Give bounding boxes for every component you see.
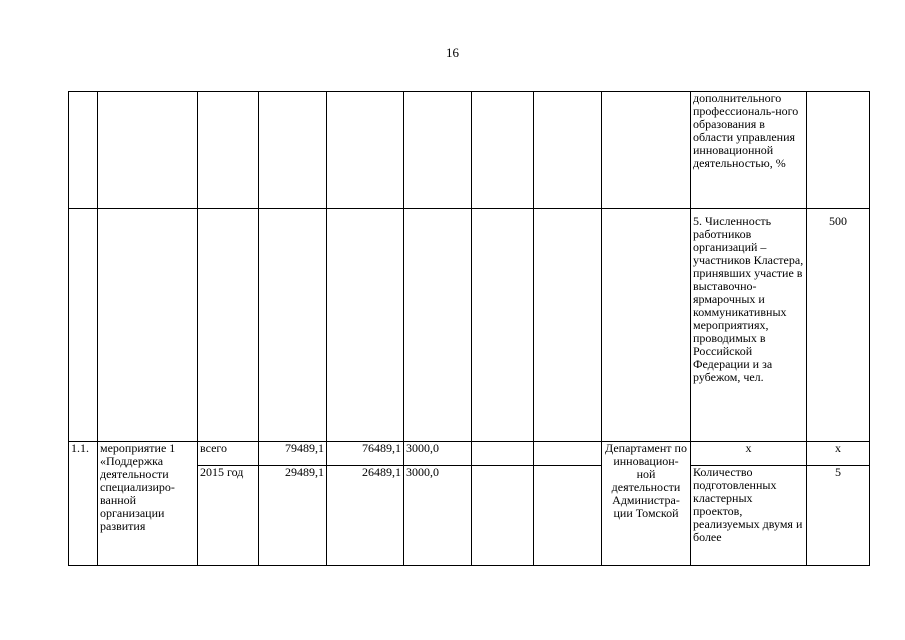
- item-name-cell: мероприятие 1 «Поддержка деятельности специализиро-ванной организации развития: [98, 442, 198, 566]
- table-cell: [327, 209, 404, 442]
- table-cell: [259, 209, 327, 442]
- amount-cell: [472, 466, 534, 566]
- indicator-cell: 5. Численность работников организаций – участников Кластера, принявших участие в выставочно-ярмарочных и коммуникативных мероприятиях, проводимых в Российской Федерации и за рубежом, чел.: [691, 209, 807, 442]
- table-cell: [404, 209, 472, 442]
- table-cell: [98, 92, 198, 209]
- indicator-value-cell: 500: [807, 209, 870, 442]
- amount-cell: 29489,1: [259, 466, 327, 566]
- amount-cell: [534, 466, 602, 566]
- table-cell: [198, 209, 259, 442]
- table-cell: [472, 92, 534, 209]
- table-cell: [98, 209, 198, 442]
- table-cell: [602, 209, 691, 442]
- program-table: [68, 91, 870, 566]
- table-row: [69, 442, 870, 466]
- table-cell: [534, 209, 602, 442]
- indicator-value-cell: 5: [807, 466, 870, 566]
- table-cell: [472, 209, 534, 442]
- table-row: [69, 209, 870, 442]
- indicator-value-cell: х: [807, 442, 870, 466]
- table-cell: [69, 92, 98, 209]
- table-row: [69, 92, 870, 209]
- page-number: 16: [446, 45, 459, 60]
- period-cell: 2015 год: [198, 466, 259, 566]
- item-number-cell: 1.1.: [69, 442, 98, 566]
- table-cell: [404, 92, 472, 209]
- indicator-cell: х: [691, 442, 807, 466]
- table-cell: [198, 92, 259, 209]
- table-cell: [259, 92, 327, 209]
- indicator-value-cell: [807, 92, 870, 209]
- table-cell: [534, 92, 602, 209]
- period-cell: всего: [198, 442, 259, 466]
- table-cell: [69, 209, 98, 442]
- indicator-cell: Количество подготовленных кластерных проектов, реализуемых двумя и более: [691, 466, 807, 566]
- amount-cell: 3000,0: [404, 442, 472, 466]
- amount-cell: 76489,1: [327, 442, 404, 466]
- amount-cell: [472, 442, 534, 466]
- table-cell: [602, 92, 691, 209]
- amount-cell: [534, 442, 602, 466]
- amount-cell: 3000,0: [404, 466, 472, 566]
- amount-cell: 26489,1: [327, 466, 404, 566]
- amount-cell: 79489,1: [259, 442, 327, 466]
- table-cell: [327, 92, 404, 209]
- indicator-cell: дополнительного профессиональ-ного образования в области управления инновационной деятельностью, %: [691, 92, 807, 209]
- executor-cell: Департамент по инновацион-ной деятельности Администра-ции Томской: [602, 442, 691, 566]
